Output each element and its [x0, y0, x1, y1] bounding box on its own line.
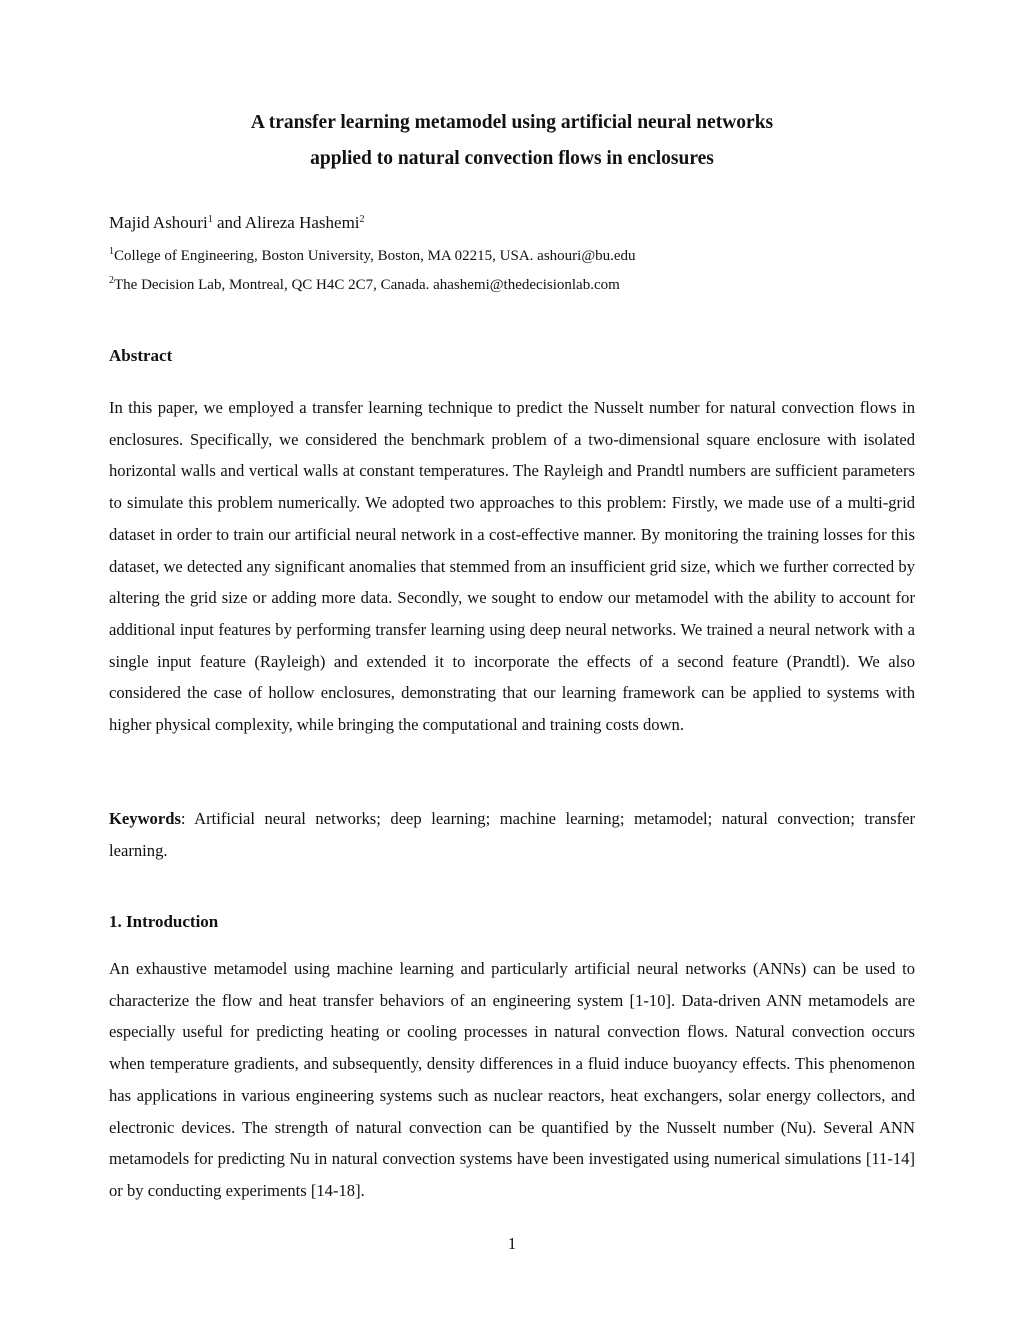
affiliation-text: College of Engineering, Boston University, Boston, MA 02215, USA. ashouri@bu.edu [114, 248, 636, 264]
keywords-paragraph [109, 803, 915, 866]
affiliation [109, 246, 636, 266]
paper-title-line-1: A transfer learning metamodel using artificial neural networks [250, 112, 774, 133]
keywords-text: : Artificial neural networks; deep learning; machine learning; metamodel; natural convection; transfer learning. [109, 809, 915, 860]
affiliation-marker: 1 [109, 246, 114, 257]
page-number: 1 [507, 1234, 517, 1253]
abstract-text: In this paper, we employed a transfer learning technique to predict the Nusselt number for natural convection flows in enclosures. Specifically, we considered the benchmark problem of a two-dimensional square enclosure with isolated horizontal walls and vertical walls at constant temperatures. The Rayleigh and Prandtl numbers are sufficient parameters to simulate this problem numerically. We adopted two approaches to this problem: Firstly, we made use of a multi-grid dataset in order to train our artificial neural network in a cost-effective manner. By monitoring the training losses for this dataset, we detected any significant anomalies that stemmed from an insufficient grid size, which we further corrected by altering the grid size or adding more data. Secondly, we sought to endow our metamodel with the ability to account for additional input features by performing transfer learning using deep neural networks. We trained a neural network with a single input feature (Rayleigh) and extended it to incorporate the effects of a second feature (Prandtl). We also considered the case of hollow enclosures, demonstrating that our learning framework can be applied to systems with higher physical complexity, while bringing the computational and training costs down. [109, 398, 915, 735]
author-conjunction: and [212, 213, 245, 232]
affiliation-text: The Decision Lab, Montreal, QC H4C 2C7, Canada. ahashemi@thedecisionlab.com [114, 277, 620, 293]
affiliation-marker: 2 [109, 275, 114, 286]
author-name: Majid Ashouri [109, 213, 208, 232]
abstract-heading: Abstract [109, 346, 173, 365]
paper-title-line-2: applied to natural convection flows in enclosures [310, 148, 714, 169]
author-affiliation-marker: 2 [359, 214, 365, 225]
introduction-heading: 1. Introduction [109, 912, 219, 931]
introduction-text: An exhaustive metamodel using machine learning and particularly artificial neural networks (ANNs) can be used to characterize the flow and heat transfer behaviors of an engineering system [1-10]. Data-driven ANN metamodels are especially useful for predicting heating or cooling processes in natural convection flows. Natural convection occurs when temperature gradients, and subsequently, density differences in a fluid induce buoyancy effects. This phenomenon has applications in various engineering systems such as nuclear reactors, heat exchangers, solar energy collectors, and electronic devices. The strength of natural convection can be quantified by the Nusselt number (Nu). Several ANN metamodels for predicting Nu in natural convection systems have been investigated using numerical simulations [11-14] or by conducting experiments [14-18]. [109, 959, 915, 1200]
keywords-label: Keywords [109, 809, 181, 828]
affiliation [109, 275, 620, 295]
author-affiliation-marker: 1 [207, 214, 213, 225]
author-list [109, 212, 365, 234]
author-name: Alireza Hashemi [244, 213, 360, 232]
